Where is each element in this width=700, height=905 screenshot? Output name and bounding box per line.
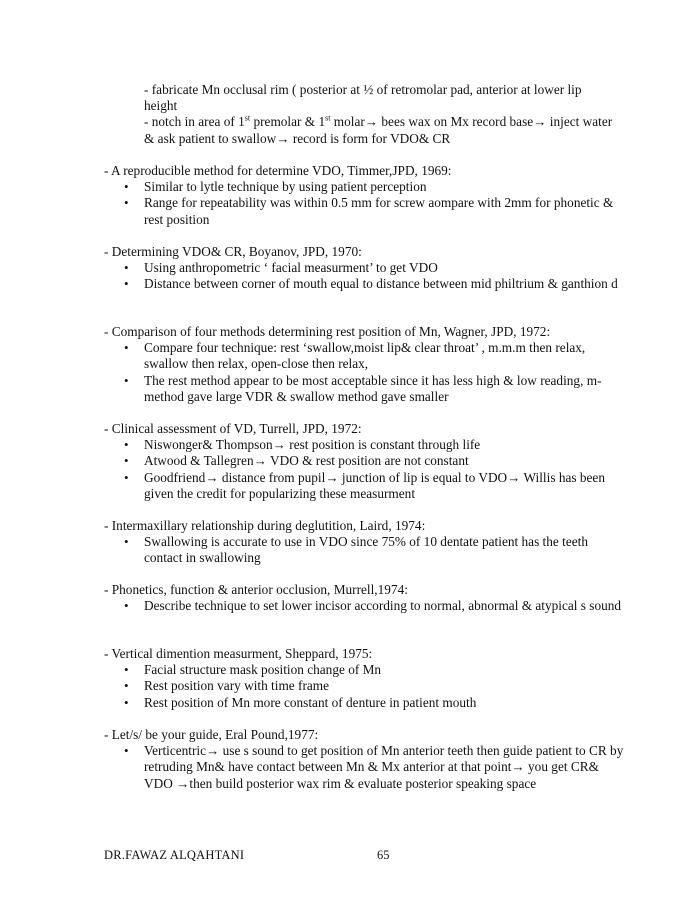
bullet-item — [104, 470, 624, 502]
intro-line-2-post: molar→ bees wax on Mx record base→ inject water & ask patient to swallow→ record is form for VDO& CR — [144, 114, 613, 146]
section-heading: - Comparison of four methods determining rest position of Mn, Wagner, JPD, 1972: — [104, 324, 551, 339]
bullet-item — [104, 695, 624, 711]
bullet-list — [104, 179, 624, 228]
bullet-list — [104, 340, 624, 405]
bullet-icon: • — [124, 534, 129, 550]
section-heading: - Intermaxillary relationship during deglutition, Laird, 1974: — [104, 518, 426, 533]
bullet-item — [104, 373, 624, 405]
superscript: st — [244, 113, 251, 123]
bullet-list — [104, 598, 624, 614]
section-heading: - Let/s/ be your guide, Eral Pound,1977: — [104, 727, 319, 742]
section-turrell — [104, 421, 624, 502]
section-sheppard — [104, 646, 624, 711]
bullet-text: Atwood & Tallegren→ VDO & rest position are not constant — [144, 453, 469, 469]
bullet-icon: • — [124, 662, 129, 678]
bullet-text: Swallowing is accurate to use in VDO since 75% of 10 dentate patient has the teeth contact in swallowing — [144, 534, 588, 566]
section-wagner — [104, 324, 624, 405]
section-heading: - A reproducible method for determine VDO, Timmer,JPD, 1969: — [104, 163, 452, 178]
section-boyanov — [104, 244, 624, 293]
bullet-icon: • — [124, 469, 129, 485]
bullet-item — [104, 437, 624, 453]
bullet-icon: • — [124, 694, 129, 710]
intro-line-2-pre: - notch in area of 1 — [144, 114, 245, 130]
section-heading: - Phonetics, function & anterior occlusion, Murrell,1974: — [104, 582, 408, 597]
intro-line-1: - fabricate Mn occlusal rim ( posterior at ½ of retromolar pad, anterior at lower lip height — [144, 82, 582, 114]
bullet-list — [104, 662, 624, 711]
bullet-icon: • — [124, 340, 129, 356]
bullet-icon: • — [124, 195, 129, 211]
bullet-icon: • — [124, 743, 129, 759]
intro-notes — [144, 82, 614, 147]
bullet-item — [104, 743, 624, 792]
bullet-text: Compare four technique: rest ‘swallow,moist lip& clear throat’ , m.m.m then relax, swallow then relax, open-close then relax, — [144, 340, 586, 372]
superscript: st — [325, 113, 331, 123]
bullet-list — [104, 534, 624, 566]
bullet-text: Describe technique to set lower incisor according to normal, abnormal & atypical s sound — [144, 598, 622, 614]
footer-author: DR.FAWAZ ALQAHTANI — [104, 848, 245, 862]
bullet-item — [104, 534, 624, 566]
section-heading: - Vertical dimention measurment, Sheppard, 1975: — [104, 646, 373, 661]
bullet-icon: • — [124, 437, 129, 453]
bullet-text: Facial structure mask position change of Mn — [144, 662, 382, 678]
bullet-icon: • — [124, 179, 129, 195]
section-timmer — [104, 163, 624, 228]
bullet-text: The rest method appear to be most acceptable since it has less high & low reading, m-method gave large VDR & swallow method gave smaller — [144, 372, 602, 404]
bullet-text: Goodfriend→ distance from pupil→ junction of lip is equal to VDO→ Willis has been given the credit for popularizing these measurment — [144, 469, 605, 501]
bullet-icon: • — [124, 372, 129, 388]
section-pound — [104, 727, 624, 792]
bullet-item — [104, 678, 624, 694]
bullet-list — [104, 437, 624, 502]
section-laird — [104, 518, 624, 567]
bullet-item — [104, 453, 624, 469]
section-murrell — [104, 582, 624, 614]
bullet-icon: • — [124, 598, 129, 614]
bullet-item — [104, 179, 624, 195]
bullet-item — [104, 340, 624, 372]
section-heading: - Clinical assessment of VD, Turrell, JPD, 1972: — [104, 421, 362, 436]
bullet-item — [104, 195, 624, 227]
bullet-icon: • — [124, 678, 129, 694]
bullet-icon: • — [124, 276, 129, 292]
bullet-item — [104, 598, 624, 614]
bullet-text: Range for repeatability was within 0.5 mm for screw aompare with 2mm for phonetic & rest position — [144, 195, 614, 227]
section-heading: - Determining VDO& CR, Boyanov, JPD, 1970: — [104, 244, 362, 259]
bullet-item — [104, 276, 624, 292]
bullet-list — [104, 260, 624, 292]
bullet-text: Rest position vary with time frame — [144, 678, 330, 694]
bullet-icon: • — [124, 453, 129, 469]
bullet-text: Rest position of Mn more constant of denture in patient mouth — [144, 694, 477, 710]
bullet-text: Using anthropometric ‘ facial measurment’ to get VDO — [144, 260, 438, 276]
bullet-text: Distance between corner of mouth equal to distance between mid philtrium & ganthion d — [144, 276, 618, 292]
bullet-text: Similar to lytle technique by using patient perception — [144, 179, 427, 195]
bullet-icon: • — [124, 260, 129, 276]
bullet-text: Verticentric→ use s sound to get position of Mn anterior teeth then guide patient to CR by retruding Mn& have contact between Mn & Mx anterior at that point→ you get CR& VDO →then build posterior wax rim & evaluate posterior speaking space — [144, 743, 624, 791]
bullet-item — [104, 662, 624, 678]
bullet-text: Niswonger& Thompson→ rest position is constant through life — [144, 437, 481, 453]
intro-line-2 — [144, 114, 614, 146]
intro-line-2-mid: premolar & 1 — [250, 114, 326, 130]
bullet-list — [104, 743, 624, 792]
bullet-item — [104, 260, 624, 276]
page-number: 65 — [377, 848, 390, 862]
